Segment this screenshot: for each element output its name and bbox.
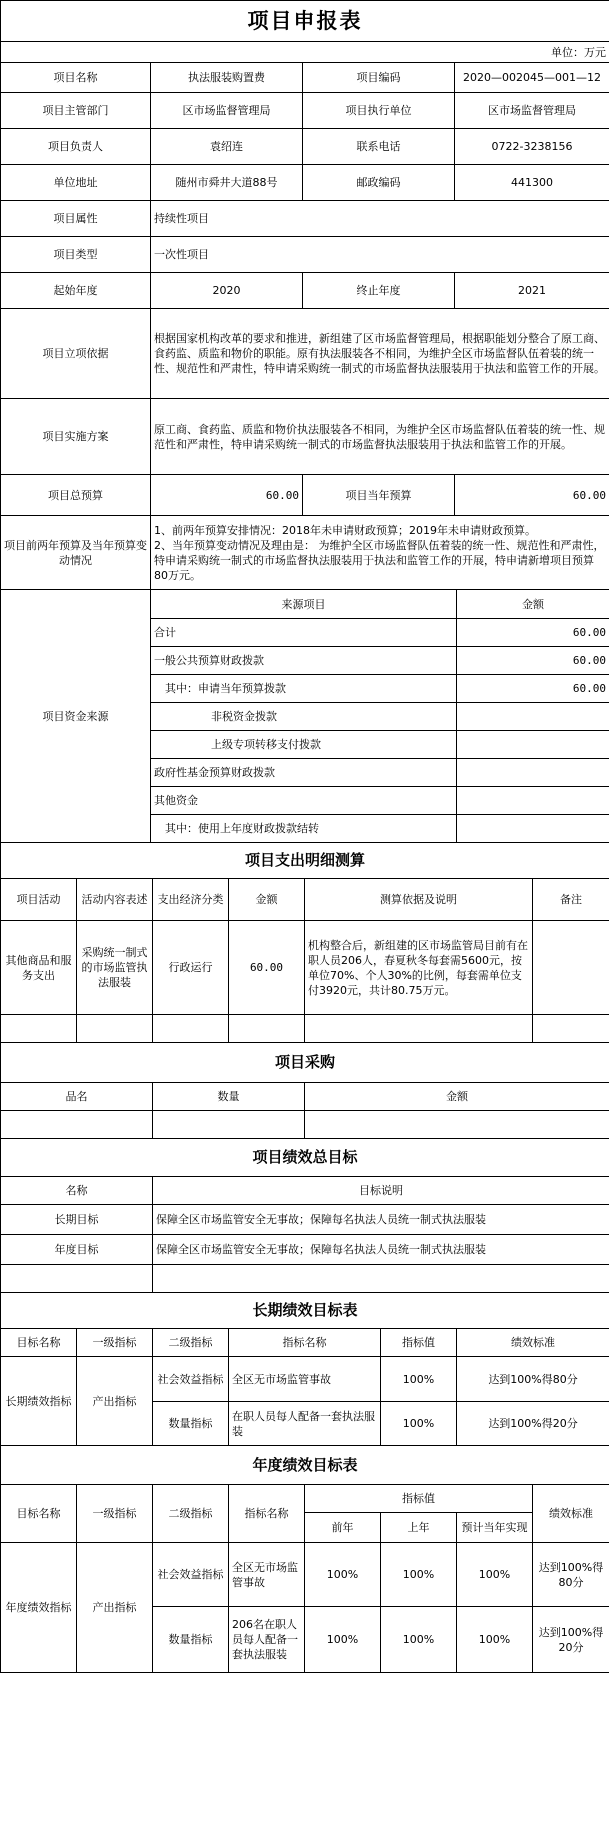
annual-prev1: 100% [381, 1543, 457, 1607]
purchase-header: 金额 [305, 1083, 609, 1111]
purchase-header: 品名 [1, 1083, 153, 1111]
annual-indicator: 206名在职人员每人配备一套执法服装 [229, 1607, 305, 1673]
year-budget-value: 60.00 [455, 475, 609, 516]
expense-activity: 其他商品和服务支出 [1, 921, 77, 1015]
funding-row-amount [457, 703, 609, 731]
annual-indicator: 全区无市场监管事故 [229, 1543, 305, 1607]
funding-table [0, 589, 609, 843]
funding-row-amount [457, 815, 609, 843]
long-table-header: 二级指标 [153, 1329, 229, 1357]
annual-goal-label: 年度目标 [1, 1235, 153, 1265]
long-goal-name: 长期绩效指标 [1, 1357, 77, 1446]
expense-category: 行政运行 [153, 921, 229, 1015]
basis-label: 项目立项依据 [1, 309, 151, 399]
annual-table-header: 目标名称 [1, 1485, 77, 1543]
funding-row-amount: 60.00 [457, 619, 609, 647]
goal-section-title: 项目绩效总目标 [1, 1139, 609, 1177]
goal-header: 名称 [1, 1177, 153, 1205]
expense-header: 活动内容表述 [77, 879, 153, 921]
project-name-label: 项目名称 [1, 63, 151, 93]
owner-value: 袁绍连 [151, 129, 303, 165]
prev-budget-text [151, 516, 609, 590]
long-table-title: 长期绩效目标表 [1, 1293, 609, 1329]
phone-value: 0722-3238156 [455, 129, 609, 165]
long-table-header: 绩效标准 [457, 1329, 609, 1357]
type-label: 项目类型 [1, 237, 151, 273]
dept-label: 项目主管部门 [1, 93, 151, 129]
total-budget-label: 项目总预算 [1, 475, 151, 516]
long-table-header: 目标名称 [1, 1329, 77, 1357]
annual-goal-name: 年度绩效指标 [1, 1543, 77, 1673]
funding-row-name: 合计 [151, 619, 457, 647]
funding-row-name: 非税资金拨款 [151, 703, 457, 731]
expense-basis: 机构整合后，新组建的区市场监管局目前有在职人员206人，春夏秋冬每套需5600元，按单位70%、个人30%的比例，每套需单位支付3920元，共计80.75万元。 [305, 921, 533, 1015]
exec-unit-label: 项目执行单位 [303, 93, 455, 129]
prev-budget-label: 项目前两年预算及当年预算变动情况 [1, 516, 151, 590]
funding-row-name: 一般公共预算财政拨款 [151, 647, 457, 675]
form-title: 项目申报表 [1, 1, 609, 42]
long-goal-text: 保障全区市场监管安全无事故；保障每名执法人员统一制式执法服装 [153, 1205, 609, 1235]
annual-level2: 社会效益指标 [153, 1543, 229, 1607]
annual-table-header: 指标名称 [229, 1485, 305, 1543]
plan-text: 原工商、食药监、质监和物价执法服装各不相同，为维护全区市场监督队伍着装的统一性、规范性和严肃性，特申请采购统一制式的市场监督执法服装用于执法和监管工作的开展。 [151, 399, 609, 475]
funding-row-amount: 60.00 [457, 675, 609, 703]
funding-label: 项目资金来源 [1, 590, 151, 843]
annual-goal-text: 保障全区市场监管安全无事故；保障每名执法人员统一制式执法服装 [153, 1235, 609, 1265]
annual-sub-header: 前年 [305, 1513, 381, 1543]
long-table-header: 一级指标 [77, 1329, 153, 1357]
goal-empty-cell [153, 1265, 609, 1293]
annual-sub-header: 预计当年实现 [457, 1513, 533, 1543]
funding-row-amount [457, 759, 609, 787]
end-year-label: 终止年度 [303, 273, 455, 309]
funding-row-amount [457, 731, 609, 759]
purchase-empty-cell [153, 1111, 305, 1139]
basis-text: 根据国家机构改革的要求和推进，新组建了区市场监督管理局，根据职能划分整合了原工商、食药监、质监和物价的职能。原有执法服装各不相同，为维护全区市场监督队伍着装的统一性、规范性和严肃性，特申请采购统一制式的市场监督执法服装用于执法和监管工作的开展。 [151, 309, 609, 399]
funding-row-name: 上级专项转移支付拨款 [151, 731, 457, 759]
purchase-empty-cell [305, 1111, 609, 1139]
long-indicator: 全区无市场监管事故 [229, 1357, 381, 1402]
address-label: 单位地址 [1, 165, 151, 201]
expense-amount: 60.00 [229, 921, 305, 1015]
expense-content: 采购统一制式的市场监管执法服装 [77, 921, 153, 1015]
type-value: 一次性项目 [151, 237, 609, 273]
long-table-header: 指标值 [381, 1329, 457, 1357]
annual-table-title: 年度绩效目标表 [1, 1446, 609, 1485]
start-year-value: 2020 [151, 273, 303, 309]
expense-empty-cell [153, 1015, 229, 1043]
expense-empty-cell [533, 1015, 609, 1043]
long-value: 100% [381, 1357, 457, 1402]
goal-header: 目标说明 [153, 1177, 609, 1205]
annual-table-header: 一级指标 [77, 1485, 153, 1543]
expense-note [533, 921, 609, 1015]
expense-empty-cell [1, 1015, 77, 1043]
annual-standard: 达到100%得80分 [533, 1543, 609, 1607]
prev-budget-line-1: 1、前两年预算安排情况：2018年未申请财政预算；2019年未申请财政预算。 [154, 523, 536, 537]
annual-standard: 达到100%得20分 [533, 1607, 609, 1673]
annual-level2: 数量指标 [153, 1607, 229, 1673]
dept-value: 区市场监督管理局 [151, 93, 303, 129]
prev-budget-line-2: 2、当年预算变动情况及理由是： 为维护全区市场监督队伍着装的统一性、规范性和严肃性，特申请采购统一制式的市场监督执法服装用于执法和监管工作的开展，特申请新增项目预算80万元。 [154, 538, 605, 582]
funding-row-name: 其中：申请当年预算拨款 [151, 675, 457, 703]
exec-unit-value: 区市场监督管理局 [455, 93, 609, 129]
project-name-value: 执法服装购置费 [151, 63, 303, 93]
long-standard: 达到100%得80分 [457, 1357, 609, 1402]
purchase-header: 数量 [153, 1083, 305, 1111]
year-budget-label: 项目当年预算 [303, 475, 455, 516]
funding-amount-header: 金额 [457, 590, 609, 619]
expense-header: 支出经济分类 [153, 879, 229, 921]
annual-table-header: 绩效标准 [533, 1485, 609, 1543]
long-indicator: 在职人员每人配备一套执法服装 [229, 1402, 381, 1446]
expense-header: 测算依据及说明 [305, 879, 533, 921]
funding-row-amount: 60.00 [457, 647, 609, 675]
expense-empty-cell [229, 1015, 305, 1043]
project-code-value: 2020—002045—001—12 [455, 63, 609, 93]
funding-row-name: 其中：使用上年度财政拨款结转 [151, 815, 457, 843]
unit-label: 单位：万元 [1, 42, 609, 63]
expense-empty-cell [77, 1015, 153, 1043]
annual-sub-header: 上年 [381, 1513, 457, 1543]
expense-header: 备注 [533, 879, 609, 921]
annual-table-header: 二级指标 [153, 1485, 229, 1543]
start-year-label: 起始年度 [1, 273, 151, 309]
annual-current: 100% [457, 1607, 533, 1673]
phone-label: 联系电话 [303, 129, 455, 165]
funding-row-amount [457, 787, 609, 815]
expense-empty-cell [305, 1015, 533, 1043]
funding-row-name: 政府性基金预算财政拨款 [151, 759, 457, 787]
long-performance-table [0, 1292, 609, 1446]
address-value: 随州市舜井大道88号 [151, 165, 303, 201]
purchase-section-title: 项目采购 [1, 1043, 609, 1083]
funding-row-name: 其他资金 [151, 787, 457, 815]
basic-info-table [0, 0, 609, 590]
purchase-empty-cell [1, 1111, 153, 1139]
attr-value: 持续性项目 [151, 201, 609, 237]
expense-table [0, 842, 609, 1043]
expense-section-title: 项目支出明细测算 [1, 843, 609, 879]
expense-header: 项目活动 [1, 879, 77, 921]
annual-performance-table [0, 1445, 609, 1673]
total-budget-value: 60.00 [151, 475, 303, 516]
end-year-value: 2021 [455, 273, 609, 309]
annual-level1: 产出指标 [77, 1543, 153, 1673]
zip-value: 441300 [455, 165, 609, 201]
long-goal-label: 长期目标 [1, 1205, 153, 1235]
long-level2: 社会效益指标 [153, 1357, 229, 1402]
long-level1: 产出指标 [77, 1357, 153, 1446]
funding-source-header: 来源项目 [151, 590, 457, 619]
expense-header: 金额 [229, 879, 305, 921]
long-value: 100% [381, 1402, 457, 1446]
zip-label: 邮政编码 [303, 165, 455, 201]
project-code-label: 项目编码 [303, 63, 455, 93]
long-standard: 达到100%得20分 [457, 1402, 609, 1446]
annual-prev1: 100% [381, 1607, 457, 1673]
attr-label: 项目属性 [1, 201, 151, 237]
long-table-header: 指标名称 [229, 1329, 381, 1357]
owner-label: 项目负责人 [1, 129, 151, 165]
purchase-table [0, 1042, 609, 1139]
annual-table-header: 指标值 [305, 1485, 533, 1513]
annual-prev2: 100% [305, 1607, 381, 1673]
plan-label: 项目实施方案 [1, 399, 151, 475]
goal-empty-cell [1, 1265, 153, 1293]
annual-prev2: 100% [305, 1543, 381, 1607]
long-level2: 数量指标 [153, 1402, 229, 1446]
annual-current: 100% [457, 1543, 533, 1607]
goal-table [0, 1138, 609, 1293]
